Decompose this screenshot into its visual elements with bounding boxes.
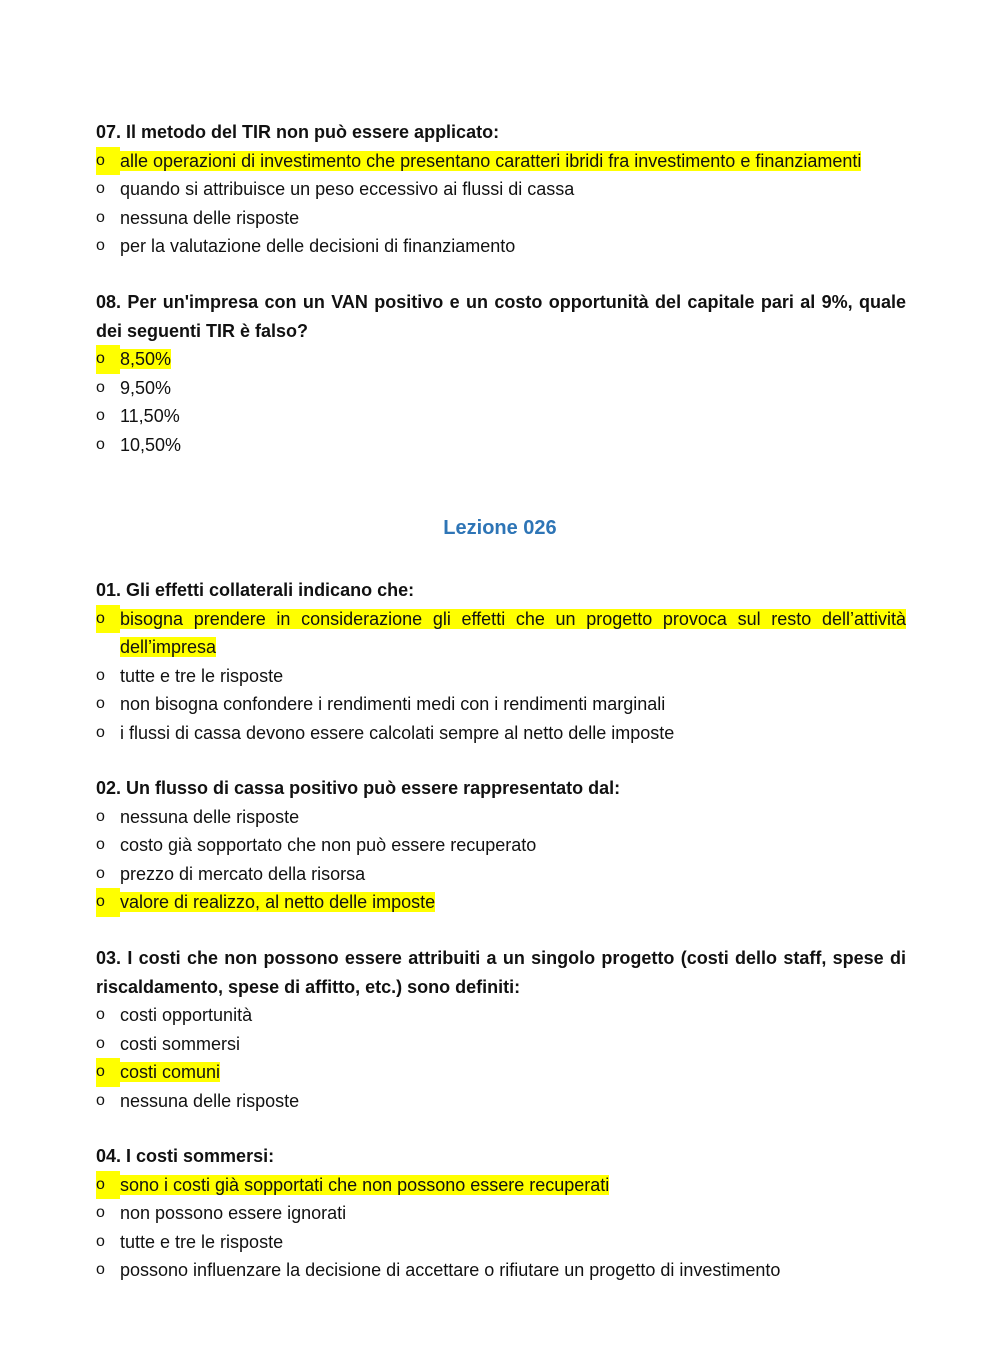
answer-text: 8,50% <box>120 349 172 369</box>
answer-option <box>96 1001 906 1030</box>
bullet-icon: o <box>96 1232 105 1250</box>
answer-option <box>96 431 906 460</box>
answer-option <box>96 175 906 204</box>
answer-list <box>96 345 906 459</box>
answer-text: 9,50% <box>120 377 172 398</box>
answer-option <box>96 1199 906 1228</box>
answer-text: nessuna delle risposte <box>120 1090 300 1111</box>
lesson-title: Lezione 026 <box>443 517 557 539</box>
answer-option <box>96 690 906 719</box>
answer-option <box>96 605 906 662</box>
lesson-question-03 <box>96 944 906 1115</box>
bullet-icon: o <box>96 147 120 176</box>
answer-option <box>96 402 906 431</box>
bullet-icon: o <box>96 237 105 254</box>
bullet-icon: o <box>96 666 105 684</box>
lesson-question-04 <box>96 1142 906 1285</box>
answer-option <box>96 1087 906 1116</box>
bullet-icon: o <box>96 723 105 741</box>
bullet-icon: o <box>96 407 105 424</box>
question-title: 02. Un flusso di cassa positivo può essere rappresentato dal: <box>96 778 621 798</box>
answer-option <box>96 860 906 889</box>
bullet-icon: o <box>96 1006 105 1023</box>
answer-text: alle operazioni di investimento che presentano caratteri ibridi fra investimento e finanziamenti <box>120 150 862 171</box>
bullet-icon: o <box>96 345 120 374</box>
answer-option <box>96 662 906 691</box>
bullet-icon: o <box>96 208 105 226</box>
answer-option <box>96 1030 906 1059</box>
lesson-question-02 <box>96 774 906 917</box>
answer-option <box>96 1256 906 1285</box>
answer-text: nessuna delle risposte <box>120 207 300 228</box>
lesson-question-01 <box>96 576 906 747</box>
answer-option <box>96 719 906 748</box>
bullet-icon: o <box>96 378 105 396</box>
answer-text: 10,50% <box>120 434 182 455</box>
question-title: 03. I costi che non possono essere attribuiti a un singolo progetto (costi dello staff, spese di riscaldamento, spese di affitto, etc.) sono definiti: <box>96 948 906 997</box>
answer-option <box>96 374 906 403</box>
question-title: 07. Il metodo del TIR non può essere applicato: <box>96 122 500 142</box>
bullet-icon: o <box>96 1058 120 1087</box>
answer-text: per la valutazione delle decisioni di finanziamento <box>120 236 516 256</box>
answer-text: prezzo di mercato della risorsa <box>120 863 366 884</box>
question-08 <box>96 288 906 459</box>
answer-text: costi opportunità <box>120 1005 253 1025</box>
question-title: 04. I costi sommersi: <box>96 1146 275 1166</box>
answer-text: tutte e tre le risposte <box>120 665 284 686</box>
answer-list <box>96 803 906 917</box>
answer-option <box>96 232 906 261</box>
bullet-icon: o <box>96 695 105 712</box>
answer-text: costo già sopportato che non può essere recuperato <box>120 835 537 855</box>
bullet-icon: o <box>96 888 120 917</box>
answer-list <box>96 1171 906 1285</box>
answer-list <box>96 147 906 261</box>
answer-text: bisogna prendere in considerazione gli effetti che un progetto provoca sul resto dell’attività dell’impresa <box>120 608 906 657</box>
answer-text: sono i costi già sopportati che non possono essere recuperati <box>120 1174 610 1195</box>
bullet-icon: o <box>96 605 120 634</box>
answer-list <box>96 605 906 748</box>
answer-option <box>96 888 906 917</box>
answer-option <box>96 1171 906 1200</box>
answer-option <box>96 803 906 832</box>
answer-text: non possono essere ignorati <box>120 1203 347 1223</box>
question-title: 08. Per un'impresa con un VAN positivo e un costo opportunità del capitale pari al 9%, quale dei seguenti TIR è falso? <box>96 292 906 341</box>
answer-option <box>96 1058 906 1087</box>
answer-option <box>96 831 906 860</box>
answer-option <box>96 345 906 374</box>
answer-text: 11,50% <box>120 406 180 426</box>
bullet-icon: o <box>96 807 105 825</box>
question-title: 01. Gli effetti collaterali indicano che: <box>96 580 415 600</box>
bullet-icon: o <box>96 864 105 882</box>
bullet-icon: o <box>96 1171 120 1200</box>
answer-text: valore di realizzo, al netto delle imposte <box>120 892 436 912</box>
answer-text: i flussi di cassa devono essere calcolati sempre al netto delle imposte <box>120 722 675 743</box>
answer-text: tutte e tre le risposte <box>120 1231 284 1252</box>
answer-text: non bisogna confondere i rendimenti medi con i rendimenti marginali <box>120 694 666 714</box>
answer-option <box>96 204 906 233</box>
bullet-icon: o <box>96 435 105 453</box>
answer-text: costi sommersi <box>120 1033 241 1054</box>
answer-option <box>96 1228 906 1257</box>
question-07 <box>96 118 906 261</box>
bullet-icon: o <box>96 836 105 853</box>
bullet-icon: o <box>96 1261 105 1278</box>
answer-text: nessuna delle risposte <box>120 806 300 827</box>
bullet-icon: o <box>96 1091 105 1109</box>
answer-text: quando si attribuisce un peso eccessivo ai flussi di cassa <box>120 179 575 199</box>
bullet-icon: o <box>96 180 105 197</box>
answer-text: possono influenzare la decisione di accettare o rifiutare un progetto di investimento <box>120 1260 781 1280</box>
bullet-icon: o <box>96 1204 105 1221</box>
bullet-icon: o <box>96 1034 105 1052</box>
answer-list <box>96 1001 906 1115</box>
answer-text: costi comuni <box>120 1062 221 1082</box>
answer-option <box>96 147 906 176</box>
